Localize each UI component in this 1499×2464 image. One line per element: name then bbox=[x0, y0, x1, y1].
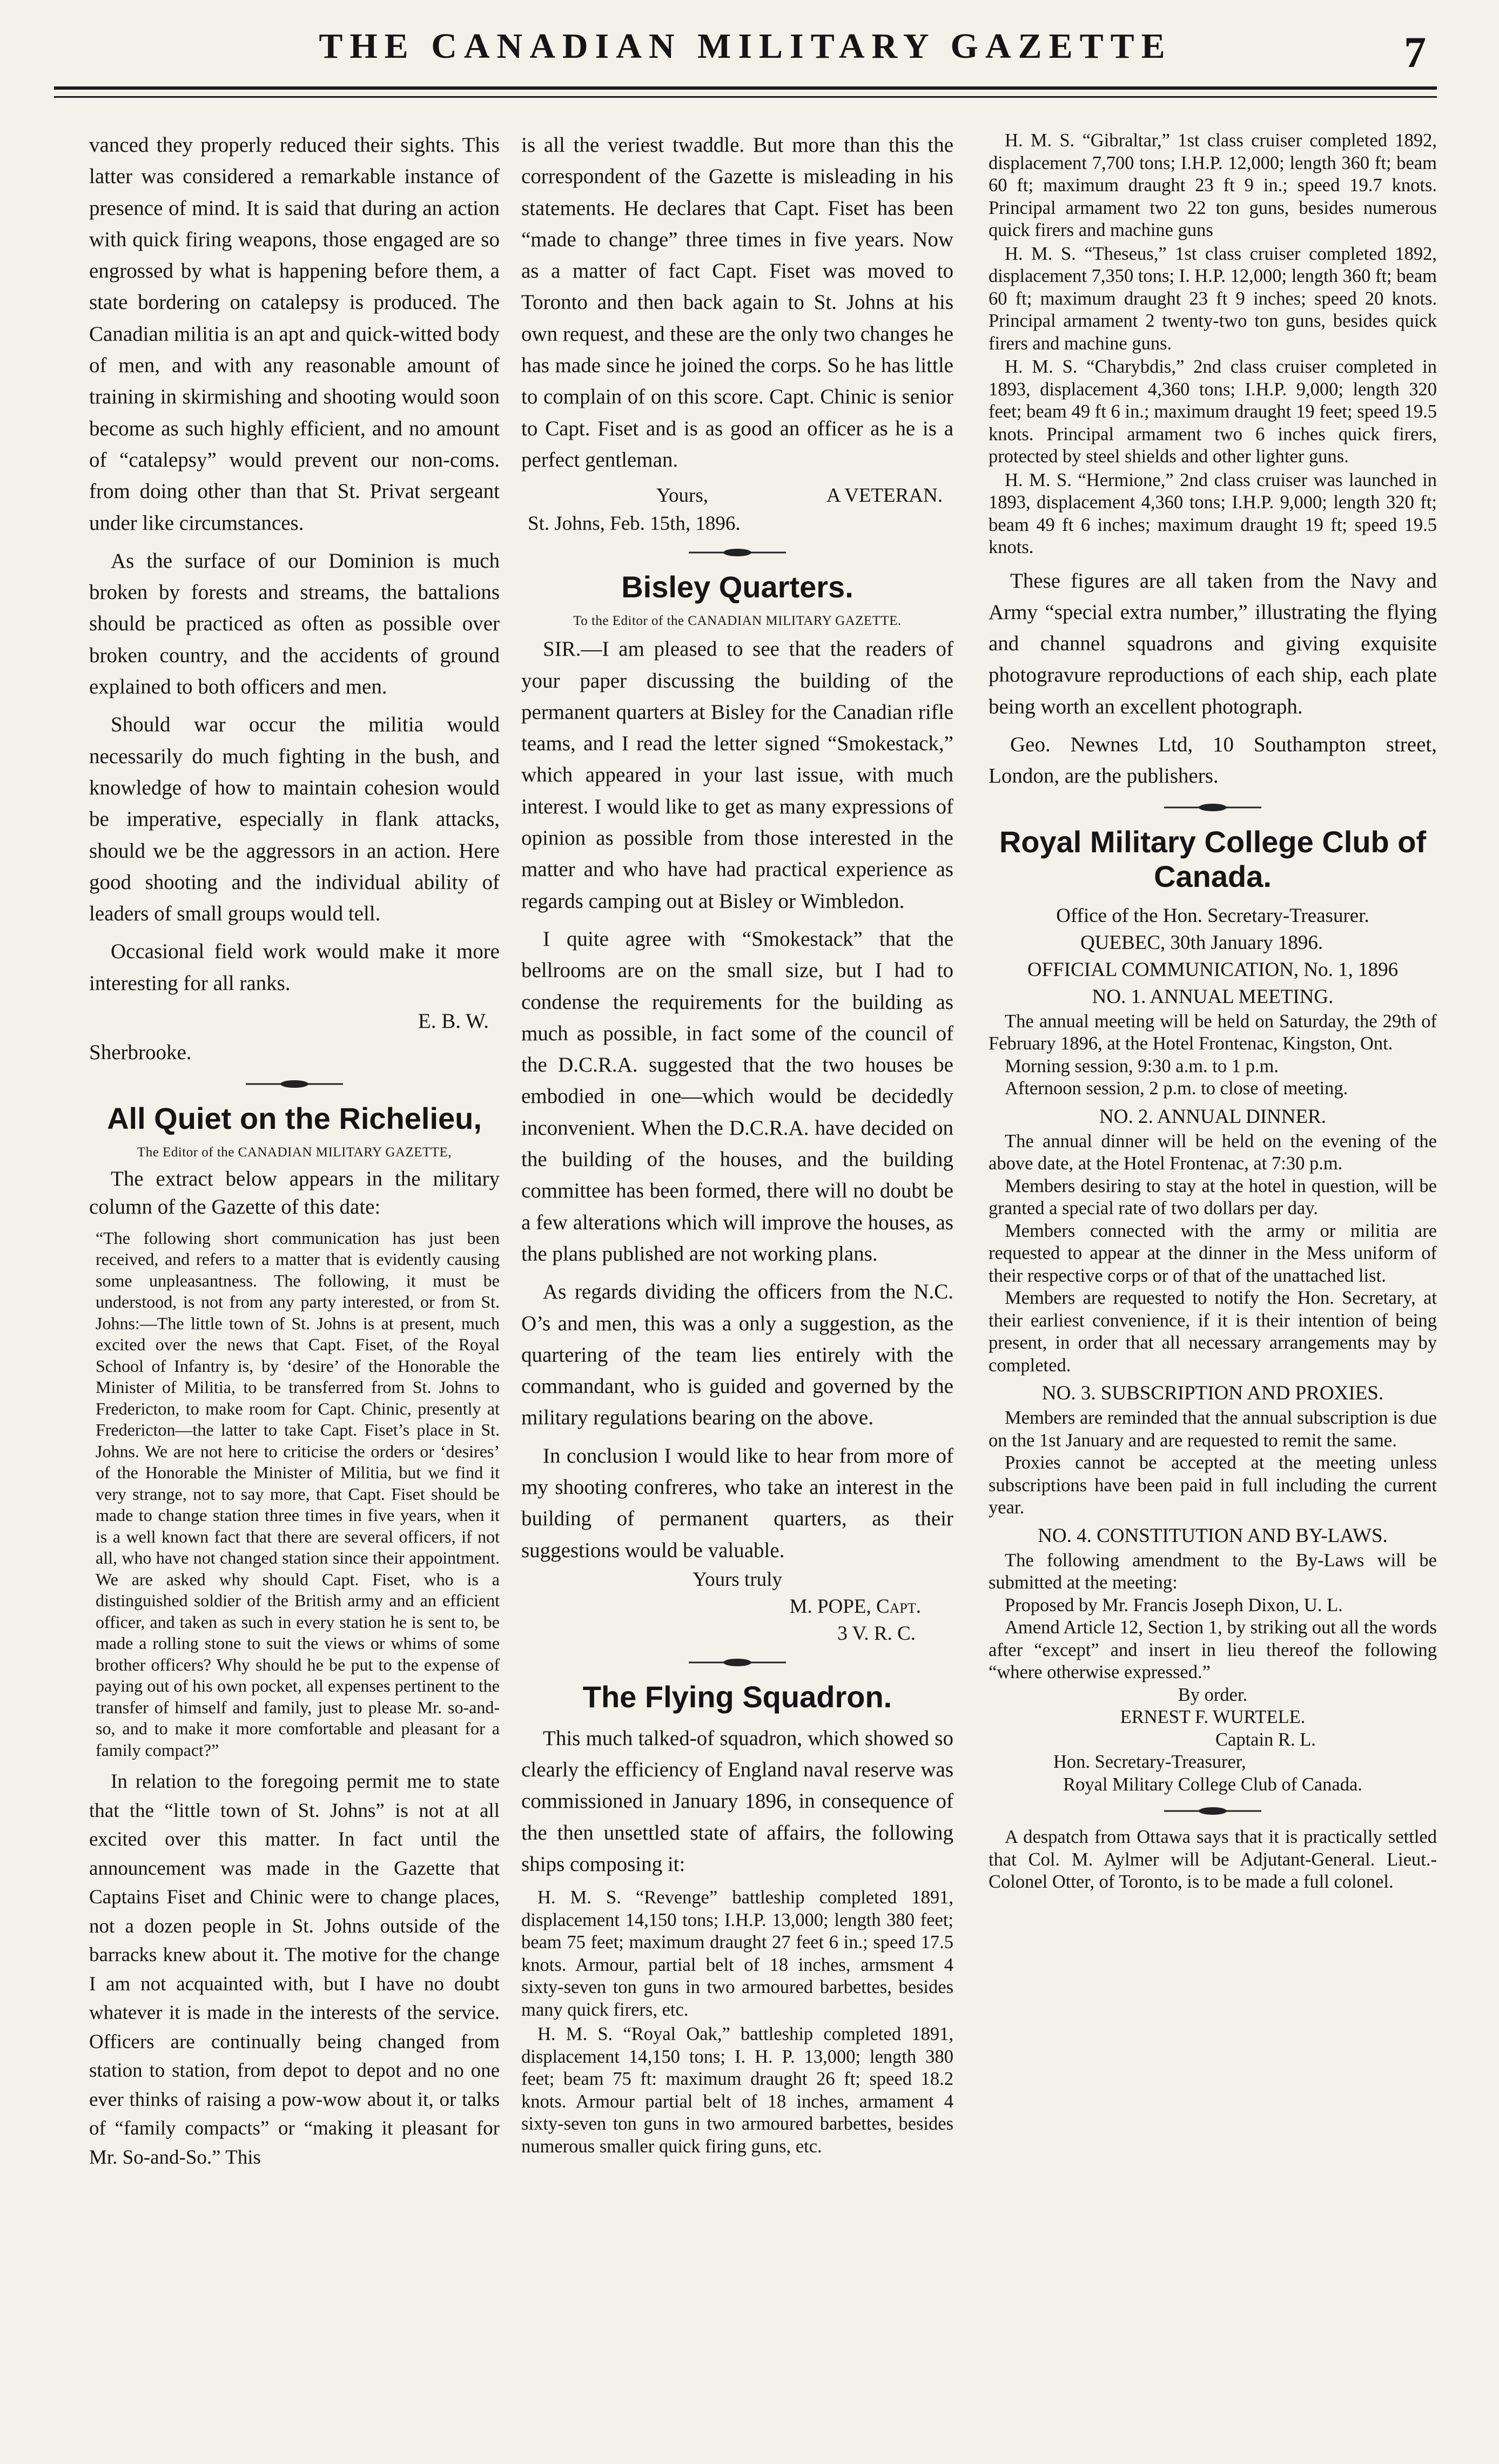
by-order: By order. bbox=[1178, 1684, 1248, 1705]
paragraph: Members are requested to notify the Hon. Secretary, at their earliest convenience, if it is their intention of being present, in order that all necessary arrangements may by completed. bbox=[989, 1288, 1437, 1376]
column-2 bbox=[521, 130, 953, 2164]
ship-entry: H. M. S. “Theseus,” 1st class cruiser completed 1892, displacement 7,350 tons; I. H.P. 12,000; length 360 ft; beam 60 ft; maximum draught 23 ft 9 inches; speed 20 knots. Principal armament 2 twenty-two ton guns, besides quick firers and machine guns. bbox=[989, 243, 1437, 354]
office-line: Office of the Hon. Secretary-Treasurer. bbox=[1056, 904, 1369, 927]
signature-title: Hon. Secretary-Treasurer, bbox=[1053, 1752, 1246, 1773]
paragraph: Amend Article 12, Section 1, by striking out all the words after “except” and insert in lieu thereof the following “where otherwise expressed.” bbox=[989, 1617, 1437, 1683]
ship-entry: H. M. S. “Royal Oak,” battleship completed 1891, displacement 14,150 tons; I. H. P. 13,000; length 380 feet; beam 75 ft: maximum draught 26 ft; speed 18.2 knots. Armour partial belt of 18 inches, armament 4 sixty-seven ton guns in two armoured barbettes, besides numerous smaller quick firing guns, etc. bbox=[521, 2024, 953, 2157]
header-rule-thin bbox=[54, 96, 1437, 98]
article-heading: Royal Military College Club of Canada. bbox=[999, 824, 1427, 893]
section-divider bbox=[246, 1079, 343, 1089]
ship-entry: H. M. S. “Hermione,” 2nd class cruiser was launched in 1893, displacement 4,360 tons; I.H.P. 9,000; length 320 ft; beam 49 ft 6 inches; maximum draught 19 ft; speed 19.5 knots. bbox=[989, 469, 1437, 557]
official-line: OFFICIAL COMMUNICATION, No. 1, 1896 bbox=[1027, 958, 1399, 981]
signature-org: Royal Military College Club of Canada. bbox=[1063, 1774, 1362, 1795]
salutation: The Editor of the CANADIAN MILITARY GAZETTE, bbox=[137, 1145, 452, 1160]
article-heading: Bisley Quarters. bbox=[621, 570, 853, 604]
page-number: 7 bbox=[1404, 28, 1426, 77]
paragraph: Members connected with the army or militia are requested to appear at the dinner in the Mess uniform of their respective corps or of that of the unattached list. bbox=[989, 1220, 1437, 1286]
paragraph: In relation to the foregoing permit me to state that the “little town of St. Johns” is not at all excited over this matter. In fact until the announcement was made in the Gazette that Captains Fiset and Chinic were to change places, not a dozen people in St. Johns outside of the barracks knew about it. The motive for the change I am not acquainted with, but I have no doubt whatever it is made in the interests of the service. Officers are continually being changed from station to station, from depot to depot and no one ever thinks of raising a pow-wow about it, or talks of “family compacts” or “making it pleasant for Mr. So-and-So.” This bbox=[89, 1770, 500, 2169]
paragraph: Geo. Newnes Ltd, 10 Southampton street, London, are the publishers. bbox=[989, 732, 1437, 788]
section-divider bbox=[1164, 1806, 1261, 1816]
paragraph: The extract below appears in the military column of the Gazette of this date: bbox=[89, 1167, 500, 1218]
paragraph: Proxies cannot be accepted at the meeting unless subscriptions have been paid in full including the current year. bbox=[989, 1452, 1437, 1518]
paragraph: Occasional field work would make it more interesting for all ranks. bbox=[89, 940, 500, 995]
place: Sherbrooke. bbox=[89, 1041, 192, 1065]
paragraph: SIR.—I am pleased to see that the readers of your paper discussing the building of the permanent quarters at Bisley for the Canadian rifle teams, and I read the letter signed “Smokestack,” which appeared in your last issue, with much interest. I would like to get as many expressions of opinion as possible from those interested in the matter and who have had practical experience as regards camping out at Bisley or Wimbledon. bbox=[521, 637, 953, 913]
paragraph: The annual meeting will be held on Saturday, the 29th of February 1896, at the Hotel Frontenac, Kingston, Ont. bbox=[989, 1011, 1437, 1054]
signature-block bbox=[521, 482, 953, 510]
ship-entry: H. M. S. “Gibraltar,” 1st class cruiser completed 1892, displacement 7,700 tons; I.H.P. 12,000; length 360 ft; beam 60 ft; maximum draught 23 ft 9 in.; speed 19.7 knots. Principal armament two 22 ton guns, besides numerous quick firers and machine guns bbox=[989, 130, 1437, 240]
date-line: QUEBEC, 30th January 1896. bbox=[1080, 931, 1323, 954]
section-divider bbox=[689, 547, 786, 558]
salutation: To the Editor of the CANADIAN MILITARY GAZETTE. bbox=[573, 614, 902, 629]
article-heading: All Quiet on the Richelieu, bbox=[107, 1101, 482, 1135]
header-rule bbox=[54, 86, 1437, 90]
masthead-title: THE CANADIAN MILITARY GAZETTE bbox=[319, 26, 1172, 66]
signature: E. B. W. bbox=[418, 1009, 489, 1033]
paragraph: Afternoon session, 2 p.m. to close of meeting. bbox=[1005, 1078, 1348, 1099]
ship-entry: H. M. S. “Revenge” battleship completed 1891, displacement 14,150 tons; I.H.P. 13,000; length 380 feet; beam 75 feet; maximum draught 27 feet 6 in.; speed 17.5 knots. Armour, partial belt of 18 inches, armsment 4 sixty-seven ton guns in two armoured barbettes, besides many quick firers, etc. bbox=[521, 1887, 953, 2020]
paragraph: Morning session, 9:30 a.m. to 1 p.m. bbox=[1005, 1055, 1279, 1076]
paragraph: The annual dinner will be held on the evening of the above date, at the Hotel Frontenac, at 7:30 p.m. bbox=[989, 1130, 1437, 1174]
paragraph: The following amendment to the By-Laws will be submitted at the meeting: bbox=[989, 1550, 1437, 1593]
column-1 bbox=[89, 130, 500, 2178]
section-divider bbox=[689, 1657, 786, 1668]
section-title: NO. 2. ANNUAL DINNER. bbox=[1099, 1105, 1326, 1128]
paragraph: Members desiring to stay at the hotel in question, will be granted a special rate of two dollars per day. bbox=[989, 1175, 1437, 1219]
signature-yours: Yours, bbox=[656, 484, 708, 507]
page-header bbox=[54, 16, 1437, 97]
paragraph: Members are reminded that the annual subscription is due on the 1st January and are requested to remit the same. bbox=[989, 1408, 1437, 1451]
section-title: NO. 4. CONSTITUTION AND BY-LAWS. bbox=[1038, 1524, 1388, 1547]
ship-entry: H. M. S. “Charybdis,” 2nd class cruiser completed in 1893, displacement 4,360 tons; I.H.P. 9,000; length 320 feet; beam 49 ft 6 in.; maximum draught 19 feet; speed 19.5 knots. Principal armament two 6 inches quick firers, protected by steel shields and other lighter guns. bbox=[989, 356, 1437, 467]
signature-rank: 3 V. R. C. bbox=[837, 1622, 916, 1645]
column-3 bbox=[989, 130, 1437, 1900]
signature-name: M. POPE, Capt. bbox=[789, 1595, 921, 1618]
paragraph: This much talked-of squadron, which showed so clearly the efficiency of England naval reserve was commissioned in January 1896, in consequence of the then unsettled state of affairs, the following ships composing it: bbox=[521, 1726, 953, 1876]
paragraph: A despatch from Ottawa says that it is practically settled that Col. M. Aylmer will be Adjutant-General. Lieut.-Colonel Otter, of Toronto, is to be made a full colonel. bbox=[989, 1827, 1437, 1893]
section-title: NO. 1. ANNUAL MEETING. bbox=[1092, 985, 1334, 1008]
signature-rank: Captain R. L. bbox=[1215, 1729, 1316, 1750]
paragraph: These figures are all taken from the Navy and Army “special extra number,” illustrating the flying and channel squadrons and giving exquisite photogravure reproductions of each ship, each plate being worth an excellent photograph. bbox=[989, 569, 1437, 718]
article-heading: The Flying Squadron. bbox=[582, 1679, 892, 1714]
section-divider bbox=[1164, 802, 1261, 813]
paragraph: vanced they properly reduced their sights. This latter was considered a remarkable instance of presence of mind. It is said that during an action with quick firing weapons, those engaged are so engrossed by what is happening before them, a state bordering on catalepsy is produced. The Canadian militia is an apt and quick-witted body of men, and with any reasonable amount of training in skirmishing and shooting would soon become as such highly efficient, and no amount of “catalepsy” would prevent our non-coms. from doing other than that St. Privat sergeant under like circumstances. bbox=[89, 133, 500, 535]
paragraph: As regards dividing the officers from the N.C. O’s and men, this was a only a suggestion, as the quartering of the team lies entirely with the commandant, who is guided and governed by the military regulations bearing on the above. bbox=[521, 1280, 953, 1430]
paragraph: I quite agree with “Smokestack” that the bellrooms are on the small size, but I had to condense the requirements for the building as much as possible, in fact some of the council of the D.C.R.A. suggested that the two houses be embodied in one—which would be decidedly inconvenient. When the D.C.R.A. have decided on the building of the houses, and the building committee has been formed, there will no doubt be a few alterations which will improve the houses, as the plans published are not working plans. bbox=[521, 927, 953, 1265]
signature-name: A VETERAN. bbox=[826, 484, 943, 507]
paragraph: Should war occur the militia would necessarily do much fighting in the bush, and knowledge of how to maintain cohesion would be imperative, especially in flank attacks, should we be the aggressors in an action. Here good shooting and the individual ability of leaders of small groups would tell. bbox=[89, 713, 500, 926]
section-title: NO. 3. SUBSCRIPTION AND PROXIES. bbox=[1041, 1382, 1384, 1405]
paragraph: is all the veriest twaddle. But more than this the correspondent of the Gazette is misleading in his statements. He declares that Capt. Fiset has been “made to change” three times in five years. Now as a matter of fact Capt. Fiset was moved to Toronto and then back again to St. Johns at his own request, and these are the only two changes he has made since he joined the corps. So he has little to complain of on this score. Capt. Chinic is senior to Capt. Fiset and is as good an officer as he is a perfect gentleman. bbox=[521, 133, 953, 472]
paragraph: Proposed by Mr. Francis Joseph Dixon, U. L. bbox=[1005, 1594, 1343, 1615]
paragraph: As the surface of our Dominion is much broken by forests and streams, the battalions should be practiced as often as possible over broken country, and the accidents of ground explained to both officers and men. bbox=[89, 549, 500, 699]
closing: Yours truly bbox=[693, 1568, 782, 1591]
signature-name: ERNEST F. WURTELE. bbox=[1120, 1707, 1306, 1728]
paragraph: In conclusion I would like to hear from more of my shooting confreres, who take an interest in the building of permanent quarters, as their suggestions would be valuable. bbox=[521, 1444, 953, 1562]
place-date: St. Johns, Feb. 15th, 1896. bbox=[528, 513, 741, 535]
quoted-text: “The following short communication has just been received, and refers to a matter that is evidently causing some unpleasantness. The following, it must be understood, is not from any party interested, or from St. Johns:—The little town of St. Johns is at present, much excited over the news that Capt. Fiset, of the Royal School of Infantry is, by ‘desire’ of the Honorable the Minister of Militia, to be transferred from St. Johns to Fredericton, to make room for Capt. Chinic, presently at Fredericton—the latter to take Capt. Fiset’s place in St. Johns. We are not here to criticise the orders or ‘desires’ of the Honorable the Minister of Militia, but we find it very strange, not to say more, that Capt. Fiset should be made to change station three times in five years, when it is a well known fact that there are several officers, if not all, who have not changed station since their appointment. We are asked why should Capt. Fiset, who is a distinguished soldier of the British army and an efficient officer, and taken as such in every station he is sent to, be made a rolling stone to suit the views or whims of some brother officers? Why should he be put to the expense of paying out of his own pocket, all expenses pertinent to the transfer of himself and family, just to please Mr. so-and-so, and to make it more comfortable and pleasant for a family compact?” bbox=[96, 1228, 500, 1760]
